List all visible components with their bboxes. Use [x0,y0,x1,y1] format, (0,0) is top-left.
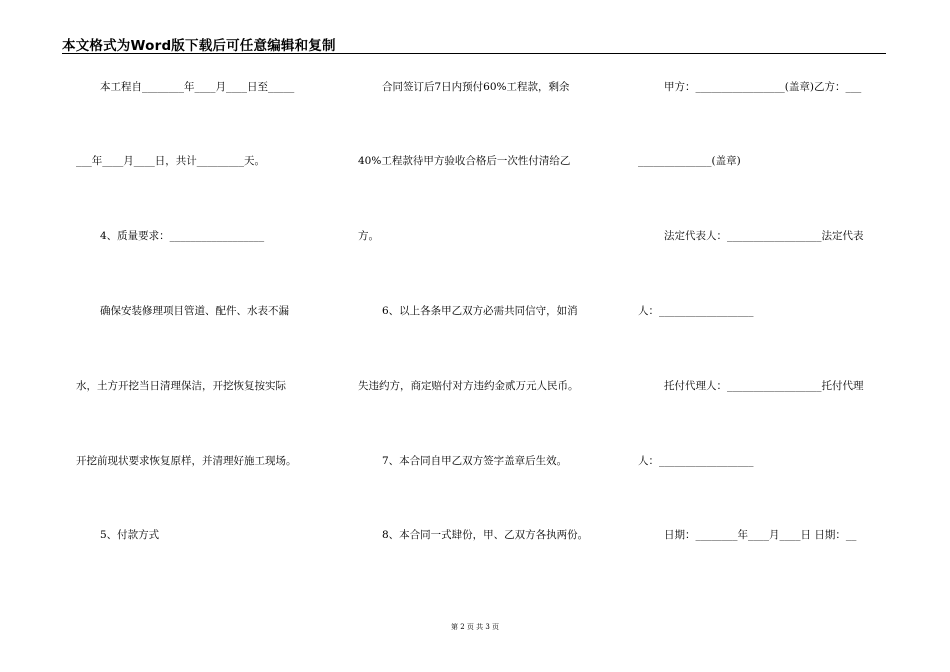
text-line: ______________(盖章) [638,155,741,167]
text-line: 人：__________________ [638,455,754,467]
text-line: 法定代表人：__________________法定代表 [664,230,864,242]
text-line: 确保安装修理项目管道、配件、水表不漏 [100,305,289,317]
text-line: 合同签订后7日内预付60%工程款，剩余 [382,81,570,93]
text-line: 人：__________________ [638,305,754,317]
text-line: ___年____月____日，共计_________天。 [76,155,265,167]
text-line: 4、质量要求：__________________ [100,230,265,242]
text-line: 40%工程款待甲方验收合格后一次性付清给乙 [358,155,571,167]
text-line: 6、以上各条甲乙双方必需共同信守，如消 [382,305,578,317]
text-line: 失违约方，商定赔付对方违约金贰万元人民币。 [358,380,579,392]
text-line: 方。 [358,230,379,242]
text-line: 水，土方开挖当日清理保洁，开挖恢复按实际 [76,380,286,392]
page-footer: 第 2 页 共 3 页 [450,623,500,631]
text-line: 日期：________年____月____日 日期：__ [664,529,857,541]
text-line: 甲方：_________________(盖章)乙方：___ [664,81,862,93]
header-divider [62,53,886,54]
text-line: 5、付款方式 [100,529,160,541]
text-line: 8、本合同一式肆份，甲、乙双方各执两份。 [382,529,589,541]
page-header-title: 本文格式为Word版下载后可任意编辑和复制 [62,38,336,54]
text-line: 开挖前现状要求恢复原样，并清理好施工现场。 [76,455,297,467]
text-line: 7、本合同自甲乙双方签字盖章后生效。 [382,455,568,467]
text-line: 本工程自________年____月____日至_____ [100,81,295,93]
text-line: 托付代理人：__________________托付代理 [664,380,864,392]
